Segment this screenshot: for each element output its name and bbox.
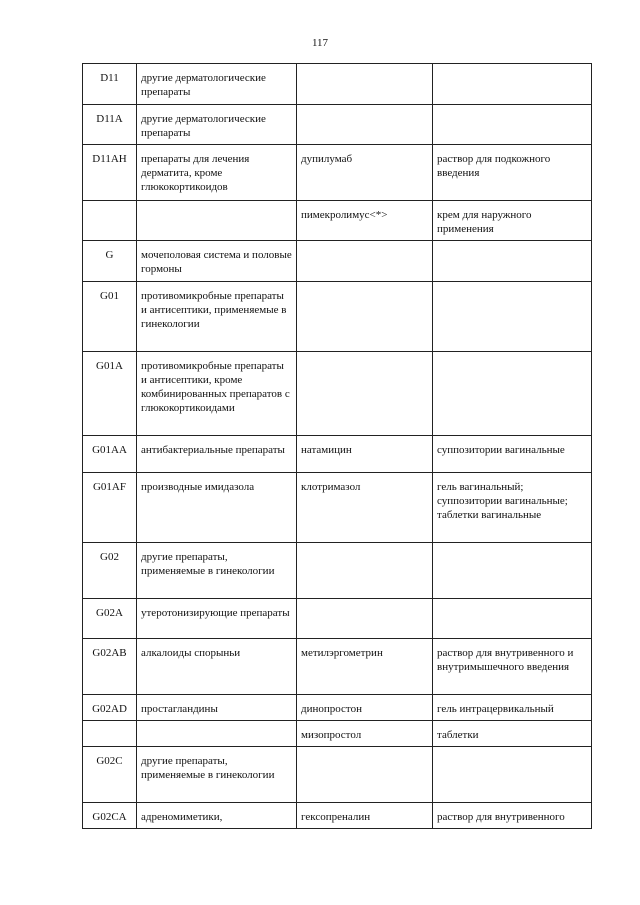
dosage-form-cell: суппозитории вагинальные <box>433 436 592 473</box>
atc-code-cell: G02C <box>83 747 137 803</box>
table-row <box>83 695 592 721</box>
atc-code-cell: G01A <box>83 352 137 436</box>
drug-name-cell <box>297 241 433 282</box>
table-row <box>83 241 592 282</box>
table-row <box>83 639 592 695</box>
atc-code-cell: G01AA <box>83 436 137 473</box>
description-cell: противомикробные препараты и антисептики, применяемые в гинекологии <box>137 282 297 352</box>
drug-name-cell <box>297 282 433 352</box>
dosage-form-cell: раствор для подкожного введения <box>433 145 592 201</box>
drug-name-cell <box>297 352 433 436</box>
dosage-form-cell <box>433 599 592 639</box>
drug-name-cell: гексопреналин <box>297 803 433 829</box>
dosage-form-cell <box>433 747 592 803</box>
dosage-form-cell: таблетки <box>433 721 592 747</box>
description-cell: утеротонизирующие препараты <box>137 599 297 639</box>
dosage-form-cell: раствор для внутривенного и внутримышечного введения <box>433 639 592 695</box>
table-row <box>83 599 592 639</box>
drug-name-cell: натамицин <box>297 436 433 473</box>
description-cell: мочеполовая система и половые гормоны <box>137 241 297 282</box>
drug-classification-table <box>82 63 592 829</box>
drug-name-cell: динопростон <box>297 695 433 721</box>
description-cell: другие дерматологические препараты <box>137 64 297 105</box>
dosage-form-cell <box>433 241 592 282</box>
atc-code-cell: G02A <box>83 599 137 639</box>
atc-code-cell: G01AF <box>83 473 137 543</box>
drug-name-cell <box>297 747 433 803</box>
description-cell <box>137 201 297 241</box>
table-row <box>83 105 592 145</box>
atc-code-cell: D11 <box>83 64 137 105</box>
description-cell: производные имидазола <box>137 473 297 543</box>
dosage-form-cell <box>433 105 592 145</box>
description-cell: адреномиметики, <box>137 803 297 829</box>
atc-code-cell <box>83 721 137 747</box>
atc-code-cell: G02AB <box>83 639 137 695</box>
atc-code-cell <box>83 201 137 241</box>
dosage-form-cell <box>433 282 592 352</box>
page-number: 117 <box>311 37 329 49</box>
atc-code-cell: G01 <box>83 282 137 352</box>
table-row <box>83 352 592 436</box>
table-row <box>83 145 592 201</box>
description-cell: простагландины <box>137 695 297 721</box>
drug-name-cell <box>297 543 433 599</box>
table-row <box>83 747 592 803</box>
drug-name-cell: метилэргометрин <box>297 639 433 695</box>
table-row <box>83 721 592 747</box>
description-cell: алкалоиды спорыньи <box>137 639 297 695</box>
description-cell: препараты для лечения дерматита, кроме глюкокортикоидов <box>137 145 297 201</box>
table-row <box>83 201 592 241</box>
drug-name-cell: клотримазол <box>297 473 433 543</box>
table-row <box>83 64 592 105</box>
dosage-form-cell <box>433 543 592 599</box>
atc-code-cell: G02CA <box>83 803 137 829</box>
description-cell: другие препараты, применяемые в гинекологии <box>137 747 297 803</box>
drug-name-cell: пимекролимус<*> <box>297 201 433 241</box>
drug-name-cell: мизопростол <box>297 721 433 747</box>
description-cell: антибактериальные препараты <box>137 436 297 473</box>
table-row <box>83 436 592 473</box>
drug-name-cell <box>297 105 433 145</box>
dosage-form-cell <box>433 64 592 105</box>
table-row <box>83 473 592 543</box>
description-cell: другие препараты, применяемые в гинекологии <box>137 543 297 599</box>
dosage-form-cell: крем для наружного применения <box>433 201 592 241</box>
atc-code-cell: G02 <box>83 543 137 599</box>
description-cell: противомикробные препараты и антисептики, кроме комбинированных препаратов с глюкокортикоидами <box>137 352 297 436</box>
atc-code-cell: G <box>83 241 137 282</box>
atc-code-cell: D11AH <box>83 145 137 201</box>
dosage-form-cell <box>433 352 592 436</box>
drug-name-cell <box>297 599 433 639</box>
atc-code-cell: D11A <box>83 105 137 145</box>
dosage-form-cell: гель вагинальный; суппозитории вагинальные; таблетки вагинальные <box>433 473 592 543</box>
table-row <box>83 282 592 352</box>
drug-name-cell: дупилумаб <box>297 145 433 201</box>
drug-name-cell <box>297 64 433 105</box>
description-cell: другие дерматологические препараты <box>137 105 297 145</box>
dosage-form-cell: раствор для внутривенного <box>433 803 592 829</box>
table-row <box>83 543 592 599</box>
description-cell <box>137 721 297 747</box>
table-row <box>83 803 592 829</box>
atc-code-cell: G02AD <box>83 695 137 721</box>
dosage-form-cell: гель интрацервикальный <box>433 695 592 721</box>
